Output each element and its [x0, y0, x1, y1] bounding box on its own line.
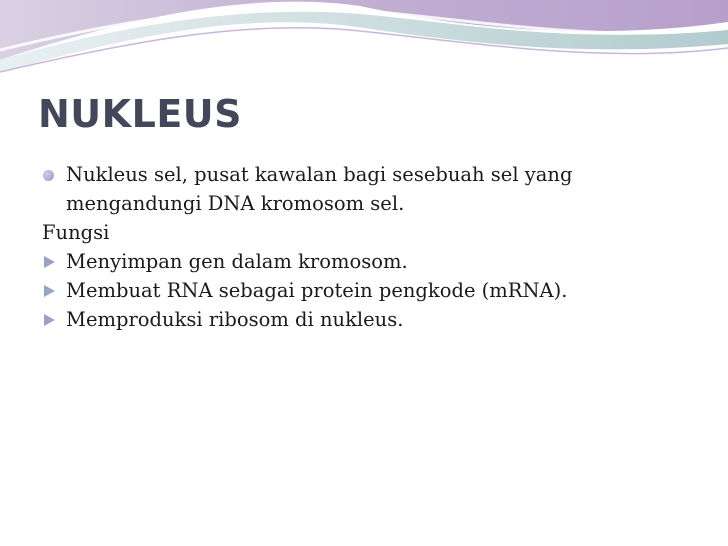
function-text: Membuat RNA sebagai protein pengkode (mRNA).	[66, 279, 568, 302]
slide-body	[42, 160, 682, 334]
function-bullet	[42, 247, 682, 276]
intro-bullet-text: Nukleus sel, pusat kawalan bagi sesebuah sel yang mengandungi DNA kromosom sel.	[66, 163, 573, 215]
triangle-bullet-icon	[44, 314, 55, 326]
function-bullet	[42, 276, 682, 305]
function-text: Menyimpan gen dalam kromosom.	[66, 250, 408, 273]
triangle-bullet-icon	[44, 256, 55, 268]
circle-bullet-icon	[43, 170, 54, 181]
intro-bullet	[42, 160, 682, 218]
function-bullet	[42, 305, 682, 334]
section-label: Fungsi	[42, 221, 110, 244]
triangle-bullet-icon	[44, 285, 55, 297]
slide-title: NUKLEUS	[38, 92, 243, 136]
header-wave-decoration	[0, 0, 728, 95]
function-text: Memproduksi ribosom di nukleus.	[66, 308, 404, 331]
